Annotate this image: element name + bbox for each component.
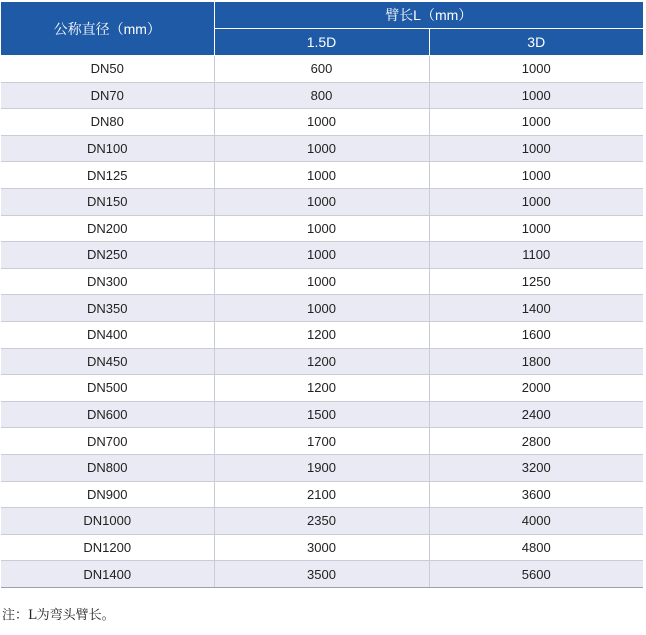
cell-1-5d-length: 600 xyxy=(214,56,429,83)
table-row xyxy=(1,401,643,428)
cell-3d-length: 3200 xyxy=(429,454,643,481)
cell-nominal-diameter: DN150 xyxy=(1,188,214,215)
cell-3d-length: 1000 xyxy=(429,56,643,83)
cell-nominal-diameter: DN125 xyxy=(1,162,214,189)
table-row xyxy=(1,82,643,109)
table-row xyxy=(1,375,643,402)
table-row xyxy=(1,348,643,375)
cell-1-5d-length: 1000 xyxy=(214,268,429,295)
cell-3d-length: 1100 xyxy=(429,242,643,269)
cell-1-5d-length: 1200 xyxy=(214,348,429,375)
cell-1-5d-length: 1000 xyxy=(214,162,429,189)
table-row xyxy=(1,268,643,295)
table-row xyxy=(1,428,643,455)
table-row xyxy=(1,454,643,481)
cell-3d-length: 1000 xyxy=(429,109,643,136)
table-row xyxy=(1,321,643,348)
cell-3d-length: 1000 xyxy=(429,82,643,109)
cell-3d-length: 4800 xyxy=(429,534,643,561)
cell-3d-length: 1000 xyxy=(429,215,643,242)
header-nominal-diameter: 公称直径（mm） xyxy=(1,2,214,56)
cell-1-5d-length: 2100 xyxy=(214,481,429,508)
cell-1-5d-length: 1000 xyxy=(214,109,429,136)
cell-nominal-diameter: DN1200 xyxy=(1,534,214,561)
cell-3d-length: 1000 xyxy=(429,188,643,215)
cell-1-5d-length: 1000 xyxy=(214,135,429,162)
table-row xyxy=(1,215,643,242)
cell-nominal-diameter: DN250 xyxy=(1,242,214,269)
table-row xyxy=(1,295,643,322)
cell-nominal-diameter: DN50 xyxy=(1,56,214,83)
cell-nominal-diameter: DN100 xyxy=(1,135,214,162)
table-row xyxy=(1,534,643,561)
cell-nominal-diameter: DN500 xyxy=(1,375,214,402)
cell-1-5d-length: 1000 xyxy=(214,215,429,242)
cell-nominal-diameter: DN300 xyxy=(1,268,214,295)
cell-nominal-diameter: DN400 xyxy=(1,321,214,348)
table-row xyxy=(1,508,643,535)
header-arm-length: 臂长L（mm） xyxy=(214,2,643,29)
cell-1-5d-length: 1000 xyxy=(214,242,429,269)
cell-1-5d-length: 1200 xyxy=(214,321,429,348)
cell-1-5d-length: 1900 xyxy=(214,454,429,481)
table-row xyxy=(1,56,643,83)
cell-1-5d-length: 1500 xyxy=(214,401,429,428)
cell-3d-length: 4000 xyxy=(429,508,643,535)
cell-nominal-diameter: DN80 xyxy=(1,109,214,136)
cell-nominal-diameter: DN70 xyxy=(1,82,214,109)
cell-nominal-diameter: DN1400 xyxy=(1,561,214,588)
cell-3d-length: 5600 xyxy=(429,561,643,588)
table-header xyxy=(1,2,643,56)
table-row xyxy=(1,109,643,136)
cell-3d-length: 1400 xyxy=(429,295,643,322)
table-body xyxy=(1,56,643,588)
cell-1-5d-length: 2350 xyxy=(214,508,429,535)
table-row xyxy=(1,481,643,508)
cell-3d-length: 1800 xyxy=(429,348,643,375)
cell-3d-length: 1600 xyxy=(429,321,643,348)
cell-3d-length: 2000 xyxy=(429,375,643,402)
cell-1-5d-length: 1700 xyxy=(214,428,429,455)
cell-nominal-diameter: DN900 xyxy=(1,481,214,508)
cell-3d-length: 2400 xyxy=(429,401,643,428)
table-row xyxy=(1,561,643,588)
cell-nominal-diameter: DN350 xyxy=(1,295,214,322)
cell-3d-length: 3600 xyxy=(429,481,643,508)
cell-nominal-diameter: DN800 xyxy=(1,454,214,481)
table-row xyxy=(1,242,643,269)
spec-table-container xyxy=(1,2,643,588)
cell-1-5d-length: 3500 xyxy=(214,561,429,588)
footnote: 注：L为弯头臂长。 xyxy=(2,608,115,623)
cell-nominal-diameter: DN700 xyxy=(1,428,214,455)
cell-3d-length: 2800 xyxy=(429,428,643,455)
cell-nominal-diameter: DN450 xyxy=(1,348,214,375)
header-3d: 3D xyxy=(429,29,643,56)
cell-nominal-diameter: DN600 xyxy=(1,401,214,428)
table-row xyxy=(1,188,643,215)
table-row xyxy=(1,135,643,162)
cell-1-5d-length: 800 xyxy=(214,82,429,109)
cell-1-5d-length: 1200 xyxy=(214,375,429,402)
cell-nominal-diameter: DN1000 xyxy=(1,508,214,535)
table-row xyxy=(1,162,643,189)
header-1-5d: 1.5D xyxy=(214,29,429,56)
cell-3d-length: 1000 xyxy=(429,135,643,162)
cell-1-5d-length: 1000 xyxy=(214,295,429,322)
elbow-arm-length-table xyxy=(1,2,643,588)
cell-3d-length: 1000 xyxy=(429,162,643,189)
cell-nominal-diameter: DN200 xyxy=(1,215,214,242)
cell-1-5d-length: 3000 xyxy=(214,534,429,561)
cell-1-5d-length: 1000 xyxy=(214,188,429,215)
cell-3d-length: 1250 xyxy=(429,268,643,295)
